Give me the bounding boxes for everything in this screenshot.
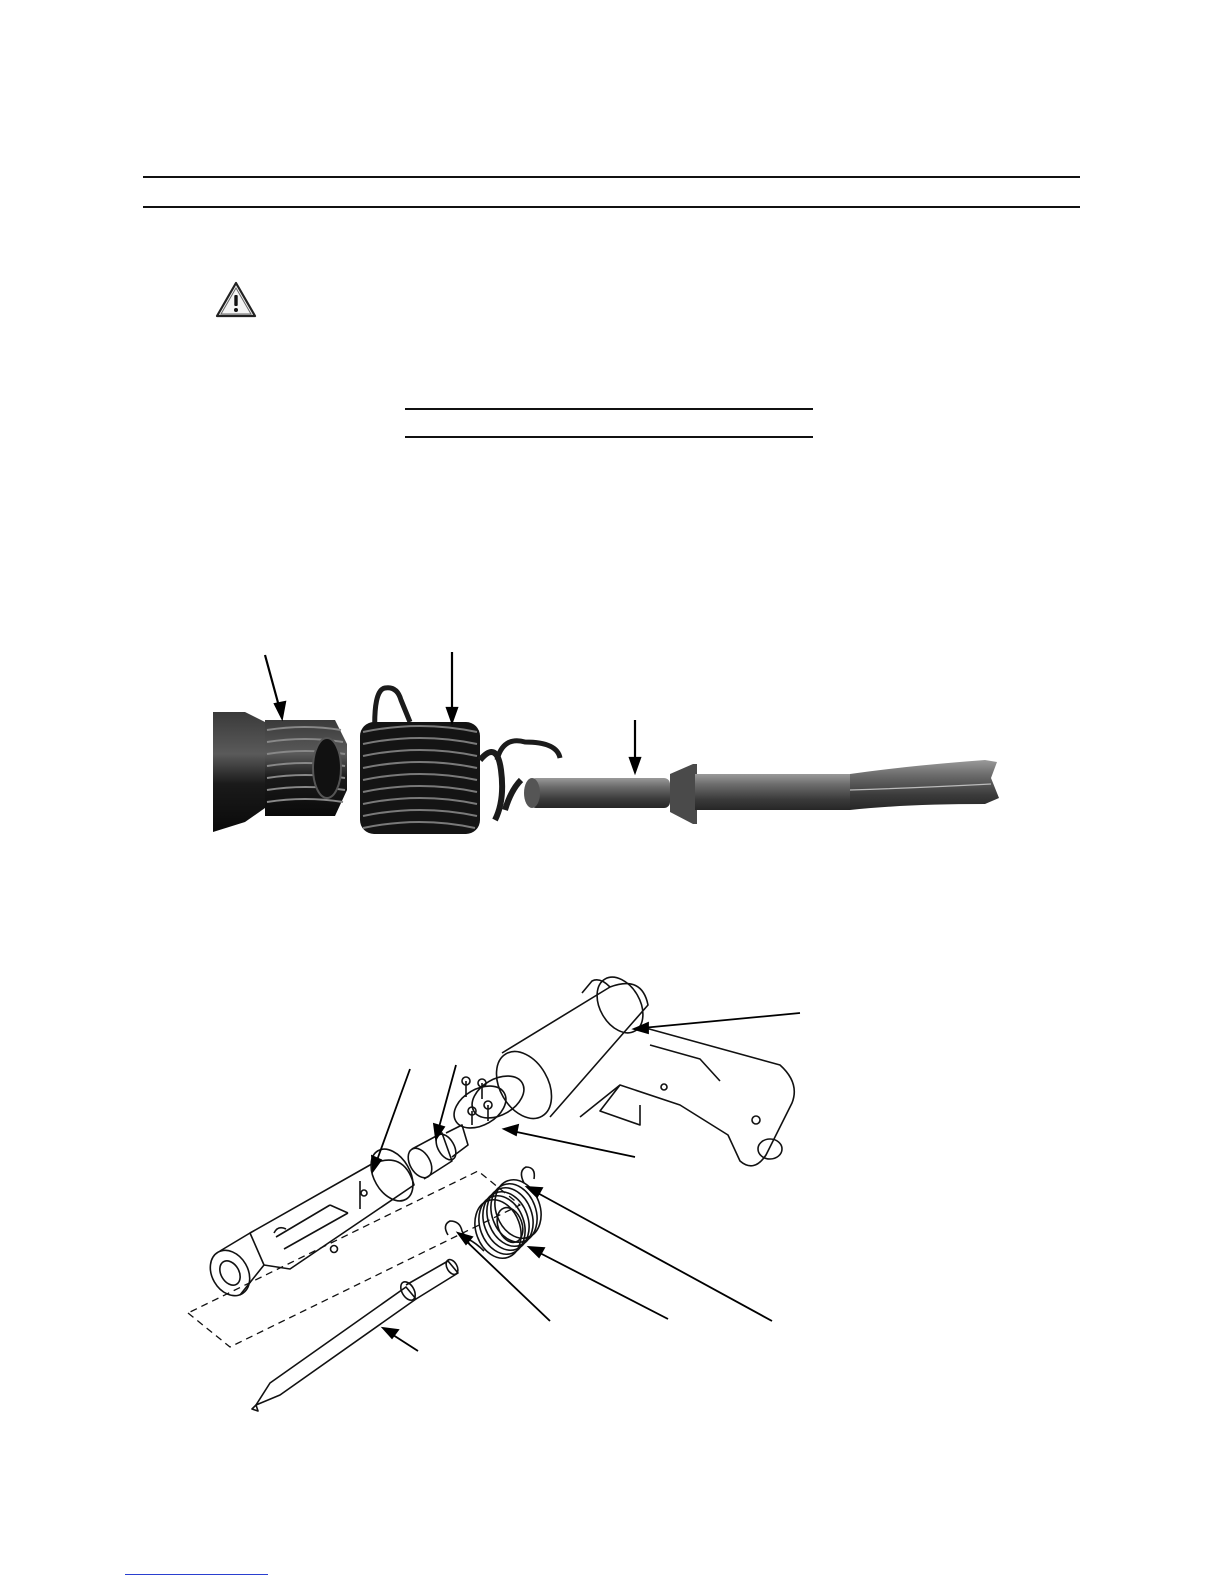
header-rule-bottom: [143, 206, 1080, 208]
retainer-spring-part: [360, 688, 560, 834]
dashed-group-box: [188, 1171, 520, 1347]
barrel-line-part: [202, 1142, 421, 1303]
chisel-spring-photo: [205, 640, 1015, 845]
barrel-part: [213, 712, 347, 832]
header-rule-top: [143, 176, 1080, 178]
chisel-part: [524, 760, 999, 824]
warning-triangle-icon: [214, 280, 258, 320]
subheading-rule-top: [405, 408, 813, 410]
footer-link-underline[interactable]: [125, 1574, 268, 1575]
tool-housing-part: [485, 969, 794, 1166]
subheading-rule-bottom: [405, 436, 813, 438]
bit-part: [252, 1258, 460, 1411]
exploded-parts-diagram: [180, 935, 1010, 1425]
diagram-leader-arrows: [372, 1013, 800, 1351]
